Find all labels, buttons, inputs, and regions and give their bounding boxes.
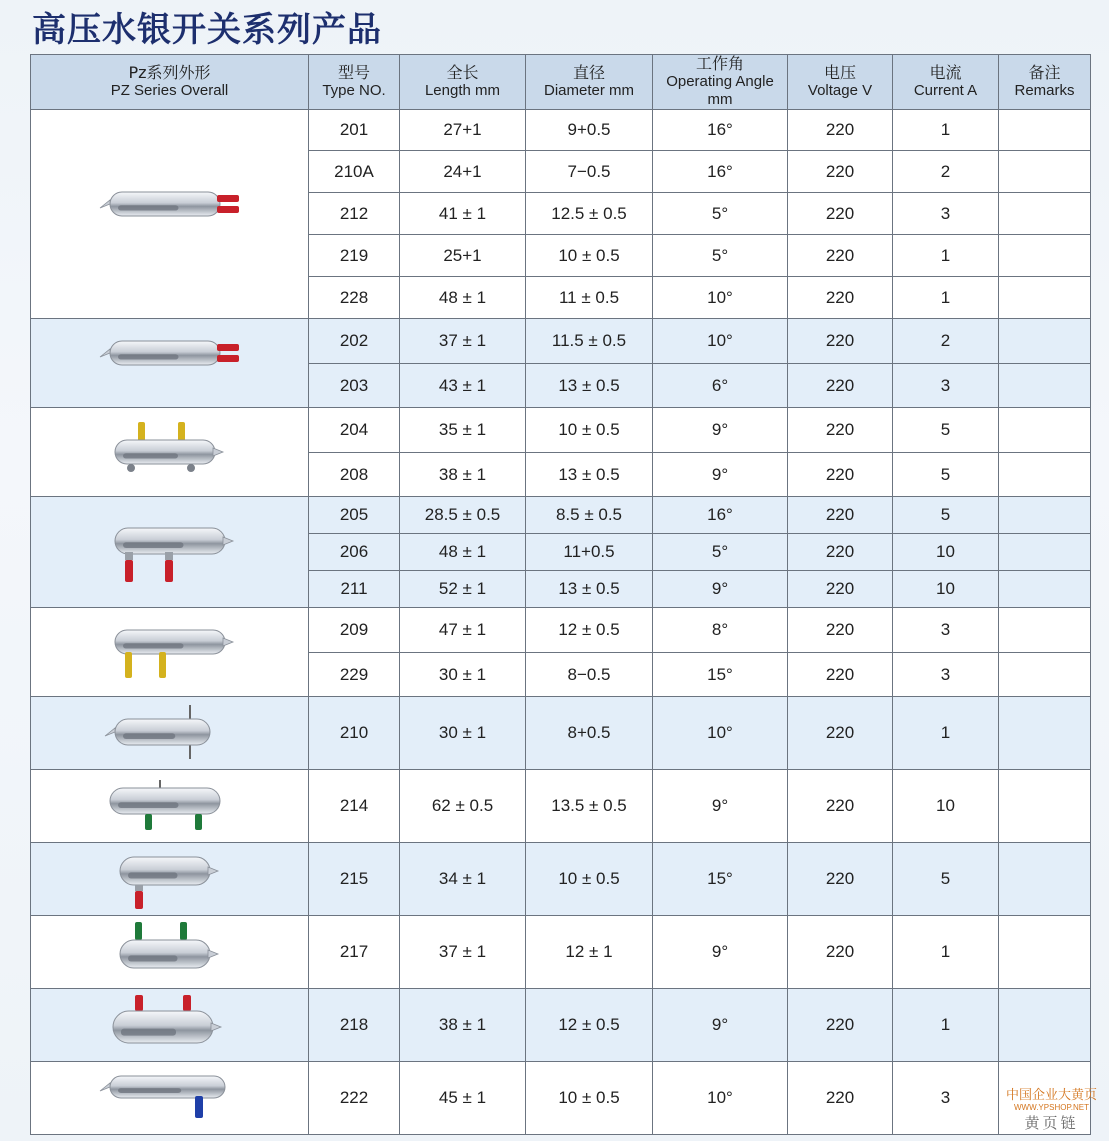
cell-angle: 16° (653, 151, 788, 193)
cell-voltage: 220 (788, 843, 893, 916)
watermark-line1: 中国企业大黄页 (1005, 1088, 1097, 1103)
cell-angle: 9° (653, 453, 788, 497)
cell-type: 206 (309, 534, 400, 571)
cell-angle: 10° (653, 697, 788, 770)
cell-type: 214 (309, 770, 400, 843)
cell-diameter: 11+0.5 (526, 534, 653, 571)
cell-length: 30 ± 1 (400, 653, 526, 697)
cell-length: 37 ± 1 (400, 916, 526, 989)
cell-diameter: 12 ± 0.5 (526, 608, 653, 653)
cell-voltage: 220 (788, 364, 893, 408)
cell-length: 30 ± 1 (400, 697, 526, 770)
cell-type: 219 (309, 235, 400, 277)
cell-remarks (999, 653, 1091, 697)
cell-length: 38 ± 1 (400, 989, 526, 1062)
cell-remarks (999, 916, 1091, 989)
cell-current: 5 (893, 843, 999, 916)
cell-remarks (999, 989, 1091, 1062)
cell-type: 229 (309, 653, 400, 697)
header-row (31, 55, 1091, 110)
cell-diameter: 10 ± 0.5 (526, 235, 653, 277)
cell-diameter: 13 ± 0.5 (526, 453, 653, 497)
cell-angle: 10° (653, 277, 788, 319)
cell-current: 10 (893, 770, 999, 843)
cell-type: 218 (309, 989, 400, 1062)
product-image-cell (31, 110, 309, 319)
mercury-switch-blue-wire-icon (31, 1066, 308, 1130)
cell-voltage: 220 (788, 408, 893, 453)
cell-voltage: 220 (788, 916, 893, 989)
cell-angle: 5° (653, 193, 788, 235)
mercury-switch-pins-icon (31, 701, 308, 765)
cell-diameter: 13.5 ± 0.5 (526, 770, 653, 843)
col-voltage: 电压 Voltage V (788, 55, 893, 110)
cell-current: 2 (893, 319, 999, 364)
cell-current: 1 (893, 110, 999, 151)
cell-current: 1 (893, 277, 999, 319)
cell-diameter: 12 ± 1 (526, 916, 653, 989)
cell-diameter: 11 ± 0.5 (526, 277, 653, 319)
table-row (31, 770, 1091, 843)
cell-current: 10 (893, 571, 999, 608)
cell-angle: 9° (653, 916, 788, 989)
cell-remarks (999, 697, 1091, 770)
cell-diameter: 13 ± 0.5 (526, 364, 653, 408)
cell-length: 38 ± 1 (400, 453, 526, 497)
cell-length: 48 ± 1 (400, 277, 526, 319)
cell-voltage: 220 (788, 453, 893, 497)
cell-diameter: 11.5 ± 0.5 (526, 319, 653, 364)
cell-remarks (999, 110, 1091, 151)
cell-length: 28.5 ± 0.5 (400, 497, 526, 534)
cell-angle: 5° (653, 235, 788, 277)
mercury-switch-green-wires-bottom-icon (31, 774, 308, 838)
cell-type: 209 (309, 608, 400, 653)
cell-diameter: 7−0.5 (526, 151, 653, 193)
cell-angle: 6° (653, 364, 788, 408)
table-row (31, 497, 1091, 534)
cell-type: 212 (309, 193, 400, 235)
cell-angle: 15° (653, 653, 788, 697)
cell-length: 37 ± 1 (400, 319, 526, 364)
col-overall: Pz系列外形 PZ Series Overall (31, 55, 309, 110)
cell-length: 52 ± 1 (400, 571, 526, 608)
cell-length: 24+1 (400, 151, 526, 193)
table-row (31, 319, 1091, 364)
cell-length: 62 ± 0.5 (400, 770, 526, 843)
cell-current: 5 (893, 408, 999, 453)
table-row (31, 110, 1091, 151)
cell-current: 1 (893, 989, 999, 1062)
cell-remarks (999, 408, 1091, 453)
cell-remarks (999, 235, 1091, 277)
spec-table (30, 54, 1091, 1135)
mercury-switch-red-wires-top-icon (31, 993, 308, 1057)
cell-length: 35 ± 1 (400, 408, 526, 453)
col-type: 型号 Type NO. (309, 55, 400, 110)
cell-remarks (999, 770, 1091, 843)
cell-voltage: 220 (788, 497, 893, 534)
cell-remarks (999, 843, 1091, 916)
cell-angle: 8° (653, 608, 788, 653)
mercury-switch-green-wires-top-icon (31, 920, 308, 984)
cell-voltage: 220 (788, 110, 893, 151)
cell-length: 48 ± 1 (400, 534, 526, 571)
watermark (1006, 1084, 1097, 1133)
cell-voltage: 220 (788, 235, 893, 277)
table-row (31, 697, 1091, 770)
cell-diameter: 13 ± 0.5 (526, 571, 653, 608)
product-image-cell (31, 770, 309, 843)
cell-length: 45 ± 1 (400, 1062, 526, 1135)
cell-diameter: 8+0.5 (526, 697, 653, 770)
page-title: 高压水银开关系列产品 (32, 10, 382, 50)
cell-diameter: 12 ± 0.5 (526, 989, 653, 1062)
col-current: 电流 Current A (893, 55, 999, 110)
cell-diameter: 10 ± 0.5 (526, 843, 653, 916)
cell-remarks (999, 319, 1091, 364)
cell-angle: 5° (653, 534, 788, 571)
cell-remarks (999, 571, 1091, 608)
product-image-cell (31, 916, 309, 989)
table-row (31, 989, 1091, 1062)
cell-current: 1 (893, 235, 999, 277)
cell-angle: 9° (653, 571, 788, 608)
cell-type: 215 (309, 843, 400, 916)
cell-type: 208 (309, 453, 400, 497)
mercury-switch-red-wire-icon (31, 847, 308, 911)
cell-angle: 15° (653, 843, 788, 916)
cell-voltage: 220 (788, 608, 893, 653)
cell-voltage: 220 (788, 697, 893, 770)
cell-type: 201 (309, 110, 400, 151)
cell-length: 47 ± 1 (400, 608, 526, 653)
product-image-cell (31, 989, 309, 1062)
cell-voltage: 220 (788, 151, 893, 193)
cell-angle: 10° (653, 1062, 788, 1135)
product-image-cell (31, 408, 309, 497)
product-image-cell (31, 843, 309, 916)
cell-current: 2 (893, 151, 999, 193)
cell-type: 202 (309, 319, 400, 364)
cell-angle: 10° (653, 319, 788, 364)
cell-angle: 16° (653, 497, 788, 534)
mercury-switch-red-wires-icon (31, 182, 308, 246)
table-row (31, 843, 1091, 916)
cell-current: 3 (893, 1062, 999, 1135)
cell-type: 205 (309, 497, 400, 534)
cell-type: 222 (309, 1062, 400, 1135)
cell-diameter: 8.5 ± 0.5 (526, 497, 653, 534)
product-image-cell (31, 697, 309, 770)
cell-type: 210 (309, 697, 400, 770)
cell-current: 3 (893, 653, 999, 697)
cell-angle: 9° (653, 770, 788, 843)
product-image-cell (31, 497, 309, 608)
mercury-switch-red-wires-icon (31, 331, 308, 395)
cell-voltage: 220 (788, 193, 893, 235)
mercury-switch-yellow-wires-bottom-icon (31, 620, 308, 684)
cell-type: 210A (309, 151, 400, 193)
cell-remarks (999, 497, 1091, 534)
cell-diameter: 10 ± 0.5 (526, 408, 653, 453)
cell-voltage: 220 (788, 319, 893, 364)
cell-length: 34 ± 1 (400, 843, 526, 916)
watermark-line3: 黄页链 (1024, 1114, 1079, 1132)
mercury-switch-red-wires-bottom-icon (31, 520, 308, 584)
cell-remarks (999, 277, 1091, 319)
cell-type: 217 (309, 916, 400, 989)
cell-current: 3 (893, 193, 999, 235)
cell-remarks (999, 534, 1091, 571)
product-image-cell (31, 608, 309, 697)
product-image-cell (31, 1062, 309, 1135)
cell-remarks (999, 151, 1091, 193)
col-remarks: 备注 Remarks (999, 55, 1091, 110)
col-angle: 工作角 Operating Angle mm (653, 55, 788, 110)
cell-current: 5 (893, 497, 999, 534)
col-length: 全长 Length mm (400, 55, 526, 110)
table-row (31, 608, 1091, 653)
cell-angle: 9° (653, 989, 788, 1062)
cell-type: 204 (309, 408, 400, 453)
cell-length: 41 ± 1 (400, 193, 526, 235)
col-diameter: 直径 Diameter mm (526, 55, 653, 110)
cell-diameter: 8−0.5 (526, 653, 653, 697)
cell-voltage: 220 (788, 277, 893, 319)
cell-current: 3 (893, 364, 999, 408)
cell-current: 10 (893, 534, 999, 571)
cell-remarks (999, 608, 1091, 653)
cell-length: 43 ± 1 (400, 364, 526, 408)
cell-current: 1 (893, 916, 999, 989)
mercury-switch-yellow-wires-top-icon (31, 420, 308, 484)
cell-voltage: 220 (788, 534, 893, 571)
cell-length: 27+1 (400, 110, 526, 151)
cell-type: 203 (309, 364, 400, 408)
cell-voltage: 220 (788, 1062, 893, 1135)
cell-length: 25+1 (400, 235, 526, 277)
cell-voltage: 220 (788, 770, 893, 843)
cell-current: 1 (893, 697, 999, 770)
cell-angle: 16° (653, 110, 788, 151)
cell-type: 228 (309, 277, 400, 319)
cell-remarks (999, 193, 1091, 235)
product-image-cell (31, 319, 309, 408)
cell-type: 211 (309, 571, 400, 608)
cell-voltage: 220 (788, 653, 893, 697)
cell-voltage: 220 (788, 571, 893, 608)
cell-angle: 9° (653, 408, 788, 453)
table-row (31, 916, 1091, 989)
cell-current: 3 (893, 608, 999, 653)
cell-diameter: 9+0.5 (526, 110, 653, 151)
cell-remarks (999, 364, 1091, 408)
cell-diameter: 12.5 ± 0.5 (526, 193, 653, 235)
cell-current: 5 (893, 453, 999, 497)
watermark-line2: WWW.YPSHOP.NET (1014, 1103, 1089, 1112)
cell-voltage: 220 (788, 989, 893, 1062)
cell-diameter: 10 ± 0.5 (526, 1062, 653, 1135)
table-row (31, 408, 1091, 453)
cell-remarks (999, 453, 1091, 497)
table-row (31, 1062, 1091, 1135)
